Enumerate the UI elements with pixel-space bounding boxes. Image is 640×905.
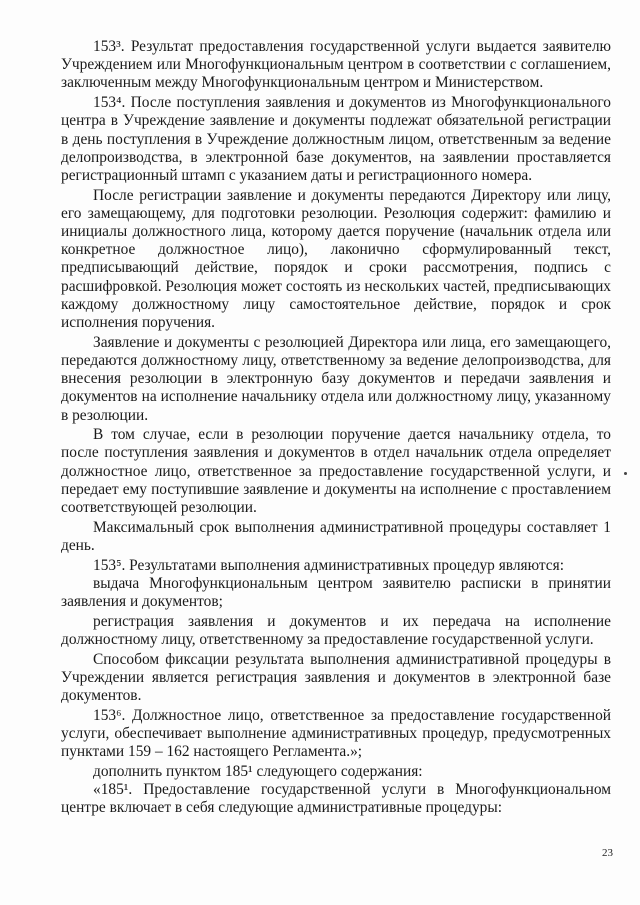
paragraph-153-6: 153⁶. Должностное лицо, ответственное за предоставление государственной услуги, обеспечивает выполнение административных процедур, предусмотренных пунктами 159 – 162 настоящего Регламента.»; [61, 706, 611, 761]
paragraph-153-3: 153³. Результат предоставления государственной услуги выдается заявителю Учреждением или Многофункциональным центром в соответствии с соглашением, заключенным между Многофункциональным центром и Министерством. [61, 38, 611, 92]
page-number: 23 [602, 847, 613, 859]
paragraph-add-185-1: дополнить пунктом 185¹ следующего содержания: [93, 762, 423, 780]
paragraph-fixation-method: Способом фиксации результата выполнения административной процедуры в Учреждении является регистрация заявления и документов в электронной базе документов. [61, 650, 611, 705]
paragraph-registration-transfer: регистрация заявления и документов и их передача на исполнение должностному лицу, ответственному за предоставление государственной услуги. [61, 612, 611, 648]
paragraph-153-4: 153⁴. После поступления заявления и документов из Многофункционального центра в Учреждение заявление и документы подлежат обязательной регистрации в день поступления в Учреждение должностным лицом, ответственным за ведение делопроизводства, в электронной базе документов, на заявлении проставляется регистрационный штамп с указанием даты и регистрационного номера. [61, 94, 611, 184]
paragraph-department-head: В том случае, если в резолюции поручение дается начальнику отдела, то после поступления заявления и документов в отдел начальник отдела определяет должностное лицо, ответственное за предоставление государственной услуги, и передает ему поступившие заявление и документы на исполнение с проставлением соответствующей резолюции. [61, 426, 611, 517]
paragraph-185-1: «185¹. Предоставление государственной услуги в Многофункциональном центре включает в себя следующие административные процедуры: [61, 781, 611, 817]
paragraph-documents-transfer: Заявление и документы с резолюцией Директора или лица, его замещающего, передаются должностному лицу, ответственному за ведение делопроизводства, для внесения резолюции в электронную базу документов и передачи заявления и документов на исполнение начальнику отдела или должностному лицу, указанному в резолюции. [61, 333, 611, 424]
margin-dot [624, 472, 627, 475]
paragraph-receipt-issue: выдача Многофункциональным центром заявителю расписки в принятии заявления и документов; [61, 574, 611, 611]
paragraph-153-5: 153⁵. Результатами выполнения административных процедур являются: [93, 556, 564, 574]
paragraph-registration-resolution: После регистрации заявление и документы передаются Директору или лицу, его замещающему, для подготовки резолюции. Резолюция содержит: фамилию и инициалы должностного лица, которому дается поручение (начальник отдела или конкретное должностное лицо), лаконично сформулированный текст, предписывающий действие, порядок и сроки рассмотрения, подпись с расшифровкой. Резолюция может состоять из нескольких частей, предписывающих каждому должностному лицу самостоятельное действие, порядок и срок исполнения поручения. [61, 186, 611, 332]
document-body [61, 38, 611, 819]
paragraph-max-duration: Максимальный срок выполнения административной процедуры составляет 1 день. [61, 518, 611, 554]
